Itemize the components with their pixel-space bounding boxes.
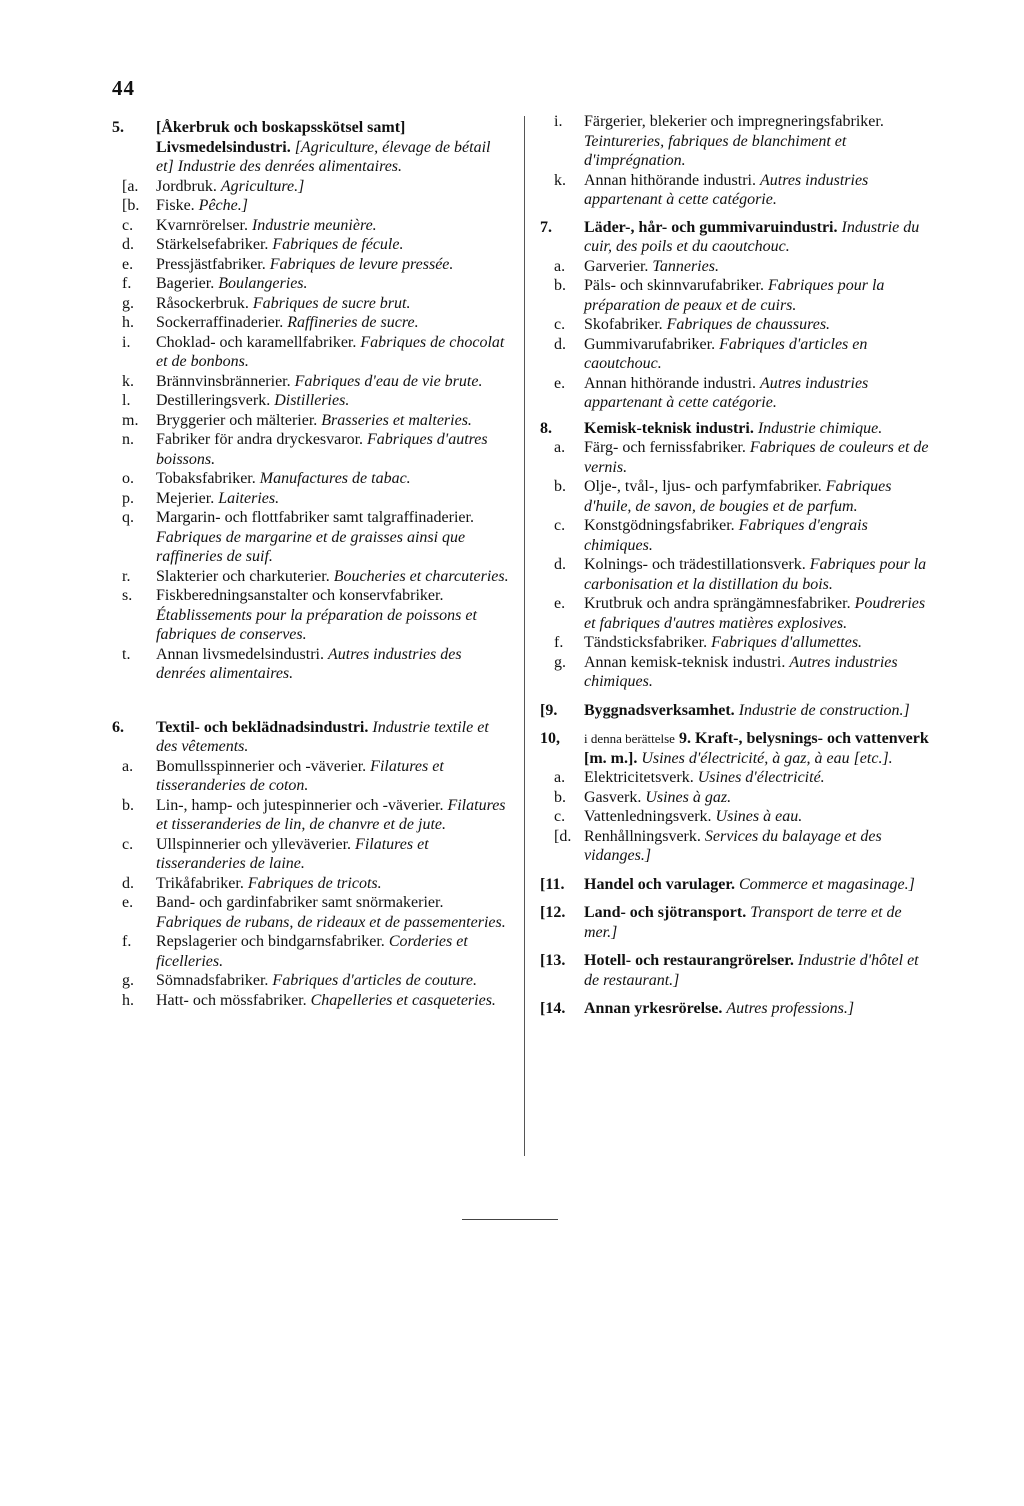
- section-title: Annan yrkesrörelse.: [584, 1000, 723, 1017]
- list-item: [112, 567, 510, 587]
- item-french: Autres industries appartenant à cette catégorie.: [584, 374, 869, 411]
- item-french: Corderies et ficelleries.: [156, 933, 468, 970]
- item-label: c.: [554, 517, 566, 534]
- section-number: 10,: [540, 730, 560, 747]
- item-french: Tanneries.: [652, 257, 719, 275]
- item-swedish: Konstgödningsfabriker.: [584, 517, 735, 534]
- list-item: [112, 216, 510, 236]
- item-french: Poudreries et fabriques d'autres matières explosives.: [584, 595, 926, 632]
- item-text: [156, 645, 510, 684]
- item-text: [584, 653, 935, 692]
- section-french: Transport de terre et de mer.]: [584, 904, 902, 941]
- item-swedish: Choklad- och karamellfabriker.: [156, 333, 357, 351]
- section-number: 7.: [540, 218, 552, 236]
- item-label: b.: [554, 478, 566, 495]
- item-label: b.: [554, 277, 566, 294]
- section-number: [12.: [540, 904, 566, 921]
- item-swedish: Krutbruk och andra sprängämnesfabriker.: [584, 595, 851, 612]
- item-label: c.: [122, 216, 134, 234]
- item-text: [584, 257, 935, 277]
- item-text: [584, 594, 935, 633]
- section-heading-text: [156, 718, 510, 757]
- list-item: [112, 991, 510, 1011]
- section-number: 5.: [112, 119, 124, 136]
- list-item: [540, 633, 935, 653]
- item-swedish: Tändsticksfabriker.: [584, 634, 708, 651]
- item-label: r.: [122, 567, 131, 585]
- section-heading: [112, 718, 510, 757]
- list-item: [540, 477, 935, 516]
- item-swedish: Kolnings- och trädestillationsverk.: [584, 556, 806, 573]
- item-label: f.: [554, 634, 564, 651]
- section: [540, 875, 935, 895]
- item-swedish: Jordbruk.: [156, 177, 217, 195]
- item-label: e.: [122, 255, 134, 273]
- item-text: [584, 171, 935, 210]
- list-item: [112, 255, 510, 275]
- page-number: 44: [112, 76, 135, 100]
- item-label: g.: [122, 972, 134, 989]
- section-number: [13.: [540, 952, 566, 969]
- section-title: 9. Kraft-, belysnings- och vattenverk [m. m.].: [584, 730, 929, 767]
- item-swedish: Elektricitetsverk.: [584, 769, 694, 786]
- item-swedish: Skofabriker.: [584, 316, 663, 333]
- section: [540, 903, 935, 942]
- item-swedish: Stärkelsefabriker.: [156, 236, 269, 253]
- item-text: [156, 294, 510, 314]
- list-item: [112, 586, 510, 645]
- item-text: [156, 430, 510, 469]
- list-item: [540, 768, 935, 788]
- item-text: [584, 827, 935, 866]
- list-item: [112, 333, 510, 372]
- section-heading: [540, 903, 935, 942]
- list-item: [112, 508, 510, 567]
- item-swedish: Trikåfabriker.: [156, 874, 244, 892]
- item-label: i.: [554, 113, 563, 130]
- item-french: Filatures et tisseranderies de coton.: [156, 757, 444, 794]
- item-text: [584, 555, 935, 594]
- list-item: [112, 430, 510, 469]
- column-divider: [524, 116, 525, 1156]
- section-number: [9.: [540, 701, 558, 719]
- item-label: f.: [122, 275, 132, 292]
- item-swedish: Mejerier.: [156, 489, 215, 507]
- item-french: Fabriques de margarine et de graisses ainsi que raffineries de suif.: [156, 528, 466, 565]
- section: [540, 729, 935, 866]
- item-label: m.: [122, 411, 139, 429]
- item-swedish: Lin-, hamp- och jutespinnerier och -väverier.: [156, 796, 444, 814]
- section-french: Industrie textile et des vêtements.: [156, 718, 489, 755]
- item-label: e.: [122, 894, 134, 911]
- section-french: Industrie de construction.]: [738, 701, 910, 719]
- item-french: Raffineries de sucre.: [287, 314, 419, 331]
- item-swedish: Sockerraffinaderier.: [156, 314, 284, 331]
- item-label: g.: [554, 653, 566, 671]
- list-item: [112, 313, 510, 333]
- item-swedish: Olje-, tvål-, ljus- och parfymfabriker.: [584, 478, 822, 495]
- item-french: Fabriques de fécule.: [272, 236, 404, 253]
- list-item: [112, 893, 510, 932]
- item-label: g.: [122, 294, 134, 312]
- section-french: Autres professions.]: [726, 1000, 855, 1017]
- item-swedish: Garverier.: [584, 257, 649, 275]
- section-heading-text: [584, 999, 935, 1019]
- list-item: [112, 235, 510, 255]
- item-swedish: Annan kemisk-teknisk industri.: [584, 653, 786, 671]
- section-french: Industrie du cuir, des poils et du caoutchouc.: [584, 218, 920, 255]
- section: [540, 419, 935, 692]
- item-french: Fabriques de couleurs et de vernis.: [584, 439, 929, 476]
- item-label: e.: [554, 595, 566, 612]
- item-text: [584, 374, 935, 413]
- section-title: Textil- och beklädnadsindustri.: [156, 718, 369, 736]
- item-label: [a.: [122, 177, 139, 195]
- item-label: d.: [122, 874, 134, 892]
- item-label: d.: [554, 556, 566, 573]
- item-text: [156, 932, 510, 971]
- item-label: d.: [554, 335, 566, 353]
- item-swedish: Annan livsmedelsindustri.: [156, 645, 324, 663]
- section-number: 6.: [112, 718, 124, 736]
- item-text: [584, 276, 935, 315]
- item-french: Fabriques de levure pressée.: [269, 255, 454, 273]
- list-item: [540, 335, 935, 374]
- item-swedish: Färgerier, blekerier och impregneringsfabriker.: [584, 113, 884, 130]
- section: [540, 218, 935, 413]
- item-text: [584, 112, 935, 171]
- item-label: c.: [122, 835, 134, 853]
- list-item: [540, 374, 935, 413]
- section-heading: [540, 875, 935, 895]
- item-french: Services du balayage et des vidanges.]: [584, 827, 882, 864]
- item-text: [156, 835, 510, 874]
- item-swedish: Bagerier.: [156, 275, 215, 292]
- item-label: a.: [554, 769, 566, 786]
- item-label: [d.: [554, 827, 572, 845]
- item-french: Fabriques d'eau de vie brute.: [294, 372, 483, 390]
- section-heading-text: [584, 419, 935, 439]
- item-text: [156, 469, 510, 489]
- left-column: [112, 112, 510, 1010]
- list-item: [112, 372, 510, 392]
- item-label: e.: [554, 374, 566, 392]
- item-french: Fabriques de chaussures.: [666, 316, 831, 333]
- item-french: Usines à eau.: [715, 808, 803, 825]
- item-swedish: Gasverk.: [584, 788, 642, 806]
- list-item: [540, 827, 935, 866]
- item-text: [584, 768, 935, 788]
- list-item: [540, 438, 935, 477]
- item-french: Autres industries chimiques.: [584, 653, 898, 690]
- item-label: h.: [122, 314, 134, 331]
- list-item: [112, 411, 510, 431]
- item-french: Fabriques de chocolat et de bonbons.: [156, 333, 505, 370]
- item-text: [156, 971, 510, 991]
- section-number: [14.: [540, 1000, 566, 1017]
- item-swedish: Hatt- och mössfabriker.: [156, 991, 307, 1009]
- item-swedish: Pressjästfabriker.: [156, 255, 266, 273]
- item-swedish: Brännvinsbrännerier.: [156, 372, 291, 390]
- item-french: Pêche.]: [198, 197, 248, 214]
- item-french: Établissements pour la préparation de poissons et fabriques de conserves.: [156, 606, 477, 643]
- item-swedish: Repslagerier och bindgarnsfabriker.: [156, 933, 385, 950]
- item-label: l.: [122, 392, 131, 409]
- list-item: [540, 653, 935, 692]
- list-item: [112, 294, 510, 314]
- list-item: [112, 489, 510, 509]
- list-item: [540, 276, 935, 315]
- list-item: [112, 177, 510, 197]
- item-swedish: Fiskberedningsanstalter och konservfabriker.: [156, 587, 444, 604]
- list-item: [112, 971, 510, 991]
- item-french: Fabriques d'engrais chimiques.: [584, 517, 868, 554]
- list-item: [540, 788, 935, 808]
- list-item: [112, 835, 510, 874]
- section-heading: [540, 999, 935, 1019]
- item-french: Fabriques de tricots.: [247, 874, 382, 892]
- list-item: [112, 757, 510, 796]
- section-french: [Agriculture, élevage de bétail et] Industrie des denrées alimentaires.: [156, 138, 491, 175]
- item-text: [156, 391, 510, 411]
- item-text: [584, 788, 935, 808]
- section-heading-text: [584, 903, 935, 942]
- item-label: b.: [554, 788, 566, 806]
- item-text: [156, 991, 510, 1011]
- section-title: Land- och sjötransport.: [584, 904, 747, 921]
- item-label: k.: [122, 372, 134, 390]
- item-label: h.: [122, 991, 134, 1009]
- item-text: [584, 438, 935, 477]
- section-heading-text: [584, 729, 935, 768]
- item-label: [b.: [122, 197, 140, 214]
- section-number: [11.: [540, 875, 565, 893]
- item-swedish: Bryggerier och mälterier.: [156, 411, 318, 429]
- item-french: Usines d'électricité.: [697, 769, 825, 786]
- item-label: a.: [122, 757, 134, 775]
- item-label: q.: [122, 509, 134, 526]
- right-column: [540, 112, 935, 1019]
- section-heading-text: [584, 951, 935, 990]
- item-swedish: Päls- och skinnvarufabriker.: [584, 277, 764, 294]
- item-french: Fabriques d'allumettes.: [711, 634, 863, 651]
- item-label: t.: [122, 645, 131, 663]
- item-text: [584, 315, 935, 335]
- item-swedish: Gummivarufabriker.: [584, 335, 716, 353]
- list-item: [112, 391, 510, 411]
- item-text: [156, 216, 510, 236]
- list-item: [540, 807, 935, 827]
- section: [112, 118, 510, 684]
- item-label: i.: [122, 333, 131, 351]
- item-french: Fabriques d'articles de couture.: [272, 972, 477, 989]
- item-french: Usines à gaz.: [645, 788, 732, 806]
- item-swedish: Destilleringsverk.: [156, 392, 271, 409]
- section-title: [Åkerbruk och boskapsskötsel samt] Livsmedelsindustri.: [156, 119, 406, 156]
- item-french: Autres industries appartenant à cette catégorie.: [584, 171, 869, 208]
- section-french: Industrie chimique.: [757, 419, 883, 437]
- section-heading: [540, 218, 935, 257]
- section-title: Läder-, hår- och gummivaruindustri.: [584, 218, 838, 236]
- section-heading: [112, 118, 510, 177]
- item-text: [156, 411, 510, 431]
- item-label: n.: [122, 431, 134, 448]
- section: [540, 999, 935, 1019]
- item-french: Industrie meunière.: [251, 216, 377, 234]
- item-text: [156, 255, 510, 275]
- list-item: [112, 874, 510, 894]
- item-swedish: Slakterier och charkuterier.: [156, 567, 330, 585]
- item-french: Boucheries et charcuteries.: [333, 567, 509, 585]
- item-text: [156, 508, 510, 567]
- section-heading-text: [156, 118, 510, 177]
- item-swedish: Sömnadsfabriker.: [156, 972, 269, 989]
- item-label: o.: [122, 470, 134, 487]
- item-french: Teintureries, fabriques de blanchiment et d'imprégnation.: [584, 132, 847, 169]
- item-label: f.: [122, 933, 132, 950]
- item-french: Fabriques de sucre brut.: [252, 294, 411, 312]
- list-item: [112, 645, 510, 684]
- section: [540, 701, 935, 721]
- item-text: [156, 274, 510, 294]
- section-french: Usines d'électricité, à gaz, à eau [etc.].: [641, 749, 893, 767]
- item-text: [156, 567, 510, 587]
- list-item: [540, 315, 935, 335]
- section-french: Industrie d'hôtel et de restaurant.]: [584, 952, 919, 989]
- item-french: Laiteries.: [218, 489, 280, 507]
- section-heading: [540, 419, 935, 439]
- item-text: [156, 235, 510, 255]
- item-label: s.: [122, 587, 133, 604]
- item-text: [584, 633, 935, 653]
- item-swedish: Färg- och fernissfabriker.: [584, 439, 746, 456]
- section-french: Commerce et magasinage.]: [738, 875, 915, 893]
- item-swedish: Kvarnrörelser.: [156, 216, 248, 234]
- item-swedish: Renhållningsverk.: [584, 827, 701, 845]
- section-heading: [540, 729, 935, 768]
- section-heading-text: [584, 701, 935, 721]
- item-label: d.: [122, 236, 134, 253]
- section-prefix: i denna berättelse: [584, 731, 675, 746]
- section-title: Hotell- och restaurangrörelser.: [584, 952, 794, 969]
- section-heading: [540, 701, 935, 721]
- item-french: Fabriques d'articles en caoutchouc.: [584, 335, 868, 372]
- item-swedish: Bomullsspinnerier och -väverier.: [156, 757, 367, 775]
- list-item: [112, 274, 510, 294]
- item-text: [584, 516, 935, 555]
- item-label: a.: [554, 439, 566, 456]
- item-text: [156, 757, 510, 796]
- item-french: Fabriques pour la carbonisation et la distillation du bois.: [584, 556, 927, 593]
- item-text: [584, 807, 935, 827]
- item-french: Manufactures de tabac.: [259, 470, 411, 487]
- list-item: [112, 469, 510, 489]
- item-french: Chapelleries et casqueteries.: [310, 991, 496, 1009]
- item-french: Brasseries et malteries.: [321, 411, 472, 429]
- item-french: Filatures et tisseranderies de lin, de chanvre et de jute.: [156, 796, 506, 833]
- item-label: c.: [554, 316, 566, 333]
- item-text: [156, 874, 510, 894]
- section-title: Byggnadsverksamhet.: [584, 701, 735, 719]
- section-heading-text: [584, 875, 935, 895]
- list-item: [112, 196, 510, 216]
- item-swedish: Fabriker för andra dryckesvaror.: [156, 431, 364, 448]
- item-swedish: Annan hithörande industri.: [584, 374, 756, 392]
- footer-rule: [462, 1219, 558, 1220]
- item-swedish: Band- och gardinfabriker samt snörmakerier.: [156, 894, 444, 911]
- item-label: p.: [122, 489, 134, 507]
- item-swedish: Tobaksfabriker.: [156, 470, 256, 487]
- list-item: [540, 594, 935, 633]
- list-item: [540, 112, 935, 171]
- section: [540, 112, 935, 210]
- item-french: Agriculture.]: [220, 177, 305, 195]
- item-text: [156, 196, 510, 216]
- section-heading-text: [584, 218, 935, 257]
- item-french: Distilleries.: [274, 392, 350, 409]
- item-text: [156, 313, 510, 333]
- item-french: Fabriques pour la préparation de peaux et de cuirs.: [584, 277, 885, 314]
- section-title: Kemisk-teknisk industri.: [584, 419, 754, 437]
- item-swedish: Fiske.: [156, 197, 195, 214]
- item-french: Fabriques d'huile, de savon, de bougies et de parfum.: [584, 478, 892, 515]
- item-swedish: Råsockerbruk.: [156, 294, 249, 312]
- list-item: [540, 516, 935, 555]
- item-text: [156, 796, 510, 835]
- section: [540, 951, 935, 990]
- list-item: [112, 932, 510, 971]
- list-item: [540, 171, 935, 210]
- item-swedish: Ullspinnerier och ylleväverier.: [156, 835, 352, 853]
- item-swedish: Annan hithörande industri.: [584, 171, 756, 189]
- item-french: Boulangeries.: [218, 275, 308, 292]
- section-title: Handel och varulager.: [584, 875, 735, 893]
- section-heading: [540, 951, 935, 990]
- item-text: [156, 586, 510, 645]
- list-item: [112, 796, 510, 835]
- item-text: [156, 177, 510, 197]
- item-swedish: Margarin- och flottfabriker samt talgraffinaderier.: [156, 509, 474, 526]
- item-text: [156, 893, 510, 932]
- list-item: [540, 555, 935, 594]
- item-label: k.: [554, 171, 566, 189]
- item-french: Filatures et tisseranderies de laine.: [156, 835, 429, 872]
- item-swedish: Vattenledningsverk.: [584, 808, 712, 825]
- section: [112, 718, 510, 1011]
- section-number: 8.: [540, 419, 552, 437]
- item-french: Fabriques d'autres boissons.: [156, 431, 488, 468]
- item-french: Autres industries des denrées alimentaires.: [156, 645, 462, 682]
- item-french: Fabriques de rubans, de rideaux et de passementeries.: [156, 913, 506, 931]
- item-text: [584, 335, 935, 374]
- item-text: [156, 372, 510, 392]
- list-item: [540, 257, 935, 277]
- item-text: [584, 477, 935, 516]
- item-label: a.: [554, 257, 566, 275]
- item-label: b.: [122, 796, 134, 814]
- item-text: [156, 489, 510, 509]
- item-label: c.: [554, 808, 566, 825]
- item-text: [156, 333, 510, 372]
